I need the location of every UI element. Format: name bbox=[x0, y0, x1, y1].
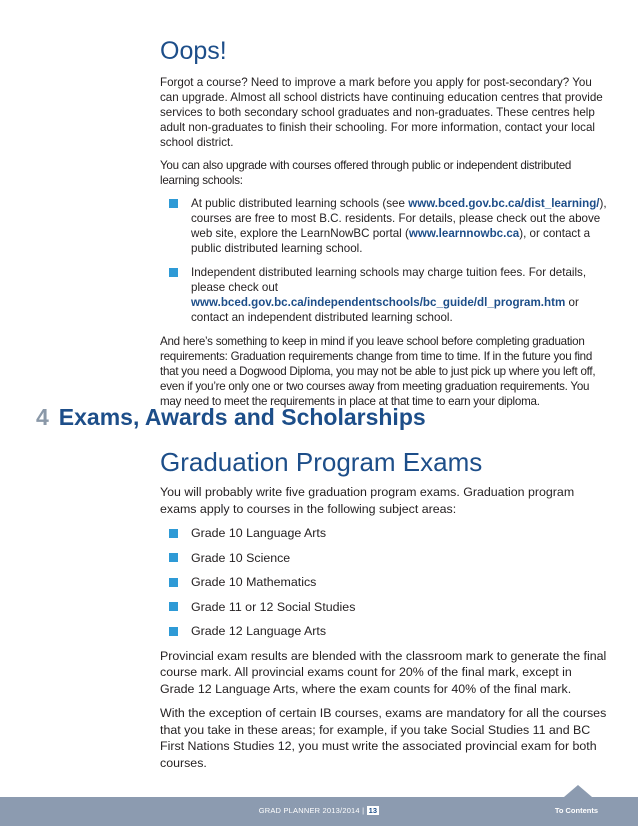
learnnowbc-link[interactable]: www.learnnowbc.ca bbox=[408, 227, 520, 240]
dist-learning-link[interactable]: www.bced.gov.bc.ca/dist_learning/ bbox=[408, 197, 600, 210]
oops-paragraph-3: And here’s something to keep in mind if you leave school before completing graduation requirements: Graduation requirements change from time to time. If in the future you find that you need a Dogwood Diploma, you may not be able to just pick up where you left off, even if you’re only one or two courses away from meeting graduation requirements. You may need to meet the requirements in place at that time to earn your diploma. bbox=[160, 335, 596, 408]
footer-tab-arrow-icon bbox=[564, 785, 592, 797]
subject-list bbox=[160, 525, 608, 639]
section-title: Exams, Awards and Scholarships bbox=[58, 404, 426, 430]
square-bullet-icon bbox=[169, 627, 178, 636]
exams-intro: You will probably write five graduation program exams. Graduation program exams apply to courses in the following subject areas: bbox=[160, 485, 575, 516]
page-number: 13 bbox=[368, 806, 378, 815]
list-item: Independent distributed learning schools may charge tuition fees. For details, please check out www.bced.gov.bc.ca/independentschools/bc_guide/dl_program.htm or contact an independent distributed learning school. bbox=[160, 265, 608, 325]
oops-section bbox=[160, 36, 608, 417]
section-number: 4 bbox=[36, 404, 49, 430]
exams-heading: Graduation Program Exams bbox=[160, 447, 483, 477]
square-bullet-icon bbox=[169, 553, 178, 562]
square-bullet-icon bbox=[169, 529, 178, 538]
square-bullet-icon bbox=[169, 268, 178, 277]
to-contents-link[interactable]: To Contents bbox=[554, 806, 598, 815]
exams-section bbox=[160, 447, 608, 779]
oops-paragraph-1: Forgot a course? Need to improve a mark before you apply for post-secondary? You can upgrade. Almost all school districts have continuing education centres that provide services to both secondary school graduates and non-graduates. These centres help adult non-graduates to finish their schooling. For more information, contact your local school district. bbox=[160, 76, 603, 149]
oops-heading: Oops! bbox=[160, 37, 227, 65]
list-item: Grade 10 Mathematics bbox=[160, 574, 608, 590]
list-item: Grade 10 Science bbox=[160, 550, 608, 566]
square-bullet-icon bbox=[169, 199, 178, 208]
exams-paragraph-2: With the exception of certain IB courses, exams are mandatory for all the courses that you take in these areas; for example, if you take Social Studies 11 and BC First Nations Studies 12, you must write the associated provincial exam for both courses. bbox=[160, 706, 607, 770]
oops-paragraph-2: You can also upgrade with courses offered through public or independent distributed learning schools: bbox=[160, 159, 572, 187]
footer-page-label: GRAD PLANNER 2013/2014 | 13 bbox=[258, 806, 378, 815]
square-bullet-icon bbox=[169, 602, 178, 611]
exams-paragraph-1: Provincial exam results are blended with the classroom mark to generate the final course mark. All provincial exams count for 20% of the final mark, except in Grade 12 Language Arts, where the exam counts for 40% of the final mark. bbox=[160, 648, 607, 696]
list-item: Grade 11 or 12 Social Studies bbox=[160, 599, 608, 615]
list-item: Grade 10 Language Arts bbox=[160, 525, 608, 541]
independent-schools-link[interactable]: www.bced.gov.bc.ca/independentschools/bc_guide/dl_program.htm bbox=[191, 296, 566, 309]
list-item: At public distributed learning schools (see www.bced.gov.bc.ca/dist_learning/), courses are free to most B.C. residents. For details, please check out the above web site, explore the LearnNowBC portal (www.learnnowbc.ca), or contact a public distributed learning school. bbox=[160, 196, 608, 256]
list-item: Grade 12 Language Arts bbox=[160, 623, 608, 639]
section-heading bbox=[36, 402, 426, 432]
square-bullet-icon bbox=[169, 578, 178, 587]
footer-bar bbox=[0, 797, 638, 826]
